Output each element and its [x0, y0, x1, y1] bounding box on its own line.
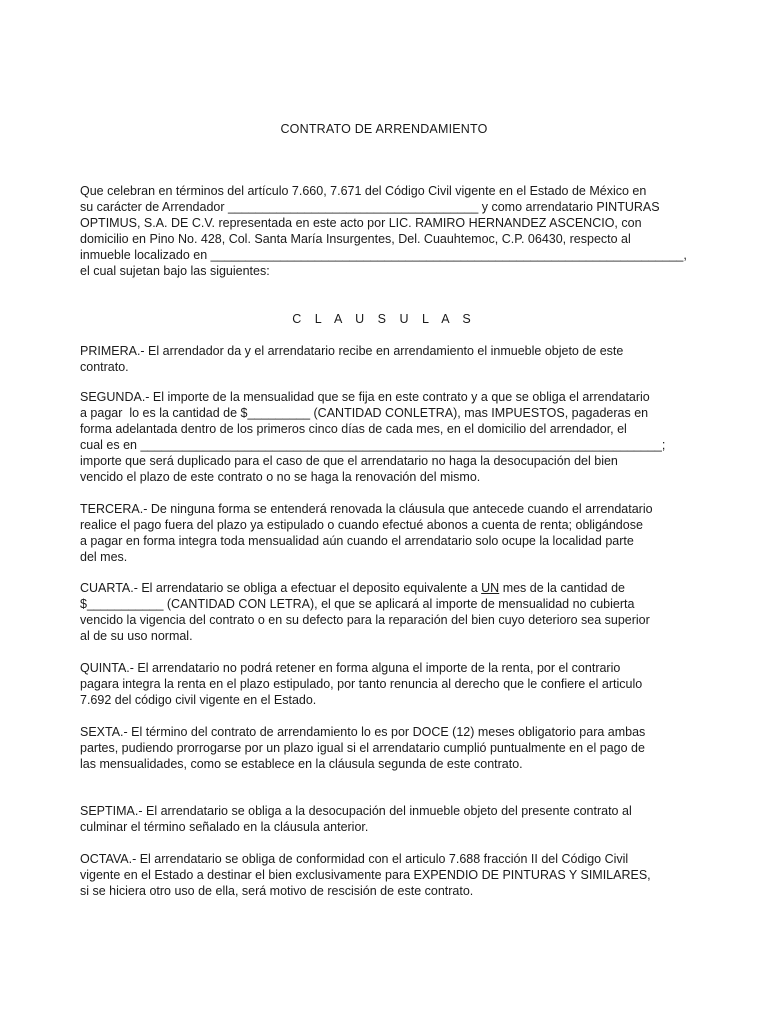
clausula-line: cual es en ___________________________________________________________________________; [80, 438, 666, 452]
clausula-line: $___________ (CANTIDAD CON LETRA), el que se aplicará al importe de mensualidad no cubierta [80, 597, 635, 611]
clausula-cuarta [80, 580, 712, 644]
intro-line: OPTIMUS, S.A. DE C.V. representada en este acto por LIC. RAMIRO HERNANDEZ ASCENCIO, con [80, 216, 642, 230]
clausula-line: del mes. [80, 550, 128, 564]
intro-paragraph [80, 183, 712, 279]
clausula-line: pagara integra la renta en el plazo estipulado, por tanto renuncia al derecho que le confiere el articulo [80, 677, 643, 691]
clausula-sexta [80, 724, 712, 772]
cuarta-text-post: mes de la cantidad de [499, 581, 625, 595]
intro-line: su carácter de Arrendador ____________________________________ y como arrendatario PINTURAS [80, 200, 660, 214]
clausula-line: a pagar lo es la cantidad de $_________ (CANTIDAD CONLETRA), mas IMPUESTOS, pagaderas en [80, 406, 649, 420]
clausula-line: vigente en el Estado a destinar el bien exclusivamente para EXPENDIO DE PINTURAS Y SIMILARES, [80, 868, 651, 882]
clausula-line: partes, pudiendo prorrogarse por un plazo igual si el arrendatario cumplió puntualmente en el pago de [80, 741, 645, 755]
clausula-line: realice el pago fuera del plazo ya estipulado o cuando efectué abonos a cuenta de renta; obligándose [80, 518, 643, 532]
intro-line: el cual sujetan bajo las siguientes: [80, 264, 270, 278]
clausula-septima [80, 803, 712, 835]
cuarta-underlined-text: UN [481, 581, 500, 595]
clausula-line: culminar el término señalado en la cláusula anterior. [80, 820, 369, 834]
clausula-line: 7.692 del código civil vigente en el Estado. [80, 693, 317, 707]
clausula-line: SEPTIMA.- El arrendatario se obliga a la desocupación del inmueble objeto del presente contrato al [80, 804, 632, 818]
document-title: CONTRATO DE ARRENDAMIENTO [280, 122, 488, 136]
clausula-line: a pagar en forma integra toda mensualidad aún cuando el arrendatario solo ocupe la localidad parte [80, 534, 634, 548]
clausula-line [80, 580, 712, 596]
clausula-octava [80, 851, 712, 899]
clausula-quinta [80, 660, 712, 708]
clausula-line: TERCERA.- De ninguna forma se entenderá renovada la cláusula que antecede cuando el arrendatario [80, 502, 653, 516]
intro-line: inmueble localizado en ____________________________________________________________________, [80, 248, 687, 262]
intro-line: Que celebran en términos del artículo 7.660, 7.671 del Código Civil vigente en el Estado de México en [80, 184, 647, 198]
clausula-line: PRIMERA.- El arrendador da y el arrendatario recibe en arrendamiento el inmueble objeto de este [80, 344, 624, 358]
clausula-line: vencido el plazo de este contrato o no se haga la renovación del mismo. [80, 470, 481, 484]
clausula-primera [80, 343, 712, 375]
clausula-tercera [80, 501, 712, 565]
cuarta-text-pre: CUARTA.- El arrendatario se obliga a efectuar el deposito equivalente a [80, 581, 482, 595]
clausula-segunda [80, 389, 712, 485]
clausula-line: SEXTA.- El término del contrato de arrendamiento lo es por DOCE (12) meses obligatorio para ambas [80, 725, 646, 739]
clausula-line: contrato. [80, 360, 129, 374]
clausula-line: las mensualidades, como se establece en la cláusula segunda de este contrato. [80, 757, 523, 771]
clausula-line: QUINTA.- El arrendatario no podrá retener en forma alguna el importe de la renta, por el contrario [80, 661, 621, 675]
clausula-line: forma adelantada dentro de los primeros cinco días de cada mes, en el domicilio del arrendador, el [80, 422, 627, 436]
clausula-line: vencido la vigencia del contrato o en su defecto para la reparación del bien cuyo deterioro sea superior [80, 613, 650, 627]
clausula-line: importe que será duplicado para el caso de que el arrendatario no haga la desocupación del bien [80, 454, 618, 468]
intro-line: domicilio en Pino No. 428, Col. Santa María Insurgentes, Del. Cuauhtemoc, C.P. 06430, respecto al [80, 232, 631, 246]
clausula-line: OCTAVA.- El arrendatario se obliga de conformidad con el articulo 7.688 fracción II del Código Civil [80, 852, 629, 866]
clausulas-heading: C L A U S U L A S [292, 312, 476, 326]
clausula-line: SEGUNDA.- El importe de la mensualidad que se fija en este contrato y a que se obliga el arrendatario [80, 390, 650, 404]
clausula-line: si se hiciera otro uso de ella, será motivo de rescisión de este contrato. [80, 884, 474, 898]
clausula-line: al de su uso normal. [80, 629, 193, 643]
